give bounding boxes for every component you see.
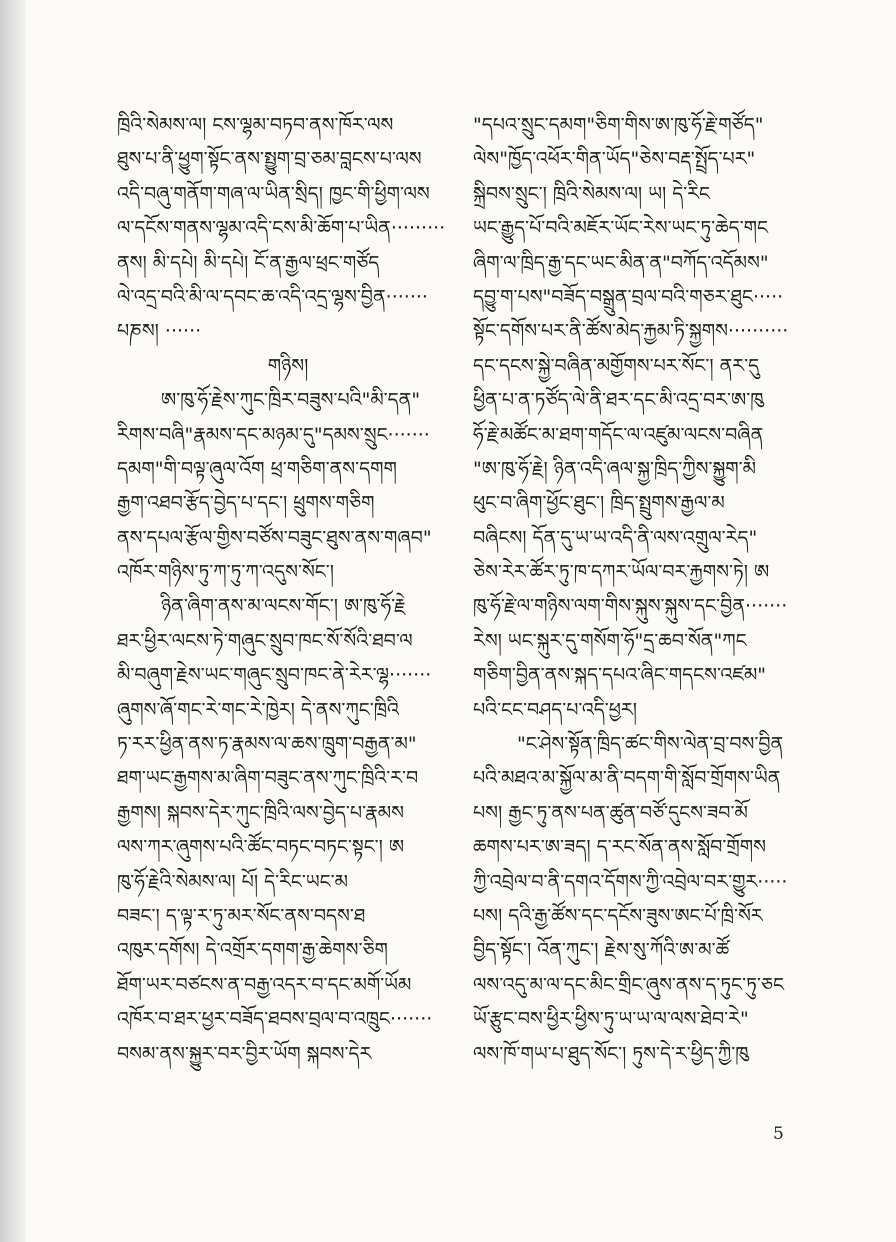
section-heading: གཉིས། <box>267 354 309 377</box>
text-line: ལེས"ཁྱོད་འཕོར་གིན་ཡོད"ཅེས་བརྡ་སྤྲོད་པར" <box>473 148 756 171</box>
right-column <box>473 108 837 1071</box>
text-line: ལེ་འདྲ་བའི་མི་ལ་དབང་ཆ་འདི་འདྲ་ལྷས་བྱིན······· <box>117 285 428 308</box>
text-line: པས། དའི་རྒྱ་ཚོས་དང་དངོས་ཟུས་ཨང་པོ་ཁྲི་སོར <box>473 904 763 927</box>
text-line: བཞིངས། དོན་དུ་ཡ་ཡ་འདི་ནི་ལས་འགྲུལ་རེད" <box>473 526 758 549</box>
left-column <box>117 108 459 1071</box>
text-line: མི་བཞུག་རྗེས་ཡང་གཞུང་སྲུབ་ཁང་ནེ་རེར་ལྷ······· <box>117 664 432 687</box>
text-line: རེས། ཡང་སྐུར་དུ་གསོག་ཧོ"དྲ་ཆབ་སོན"ཀང <box>473 629 747 652</box>
text-line: དམག"གི་བལྟ་ཞུལ་འོག ཕྲ་གཅིག་ནས་དགག <box>117 457 397 480</box>
text-line: ལས་འདུ་མ་ལ་དང་མིང་གྲིང་ཞུས་ནས་ད་ཏུང་ཏུ་ཅང <box>473 973 784 996</box>
text-line: "ཨ་ཁུ་ཧོ་རྗེ། ཉིན་འདི་ཞལ་སྐྱ་ཁྲིད་ཀྱིས་སྐྱུག་མི <box>473 457 756 480</box>
text-line: ཁྲིའི་སེམས་ལ། ངས་ལྷམ་བཏབ་ནས་ཁོར་ལས <box>117 114 394 136</box>
text-line: ཡང་རྒྱུད་པོ་བའི་མཇོར་ཡོང་རེས་ཡང་ཏུ་ཆེད་གང <box>473 217 768 240</box>
text-line: ཐར་ཕྱིར་ལངས་ཏེ་གཞུང་སྲུབ་ཁང་སོ་སོའི་ཐབ་ལ <box>117 629 413 652</box>
text-line: ཁུ་ཧོ་རྗེའི་སེམས་ལ། པོ། དེ་རིང་ཡང་མ <box>117 870 348 893</box>
text-line: རྒྱགས། སྐབས་དེར་ཀུང་ཁྲིའི་ལས་བྱེད་པ་རྣམས <box>117 801 404 824</box>
book-page <box>26 0 896 1242</box>
text-line: བཟང་། ད་ལྟ་ར་ཏུ་མར་སོང་ནས་བདས་ཐ <box>117 904 366 927</box>
text-line: འཁོར་གཉིས་ཏུ་ཀ་ཏུ་ཀ་འདུས་སོང་། <box>117 561 334 584</box>
text-line: "དཔའ་སྲུང་དམག"ཅིག་གིས་ཨ་ཁུ་ཧོ་རྗེ་གཙོད" <box>473 114 764 136</box>
text-line: ནས། མི་དཔེ། མི་དཔེ། ངོ་ན་རྒྱལ་ཕྲང་གཙོད <box>117 251 380 274</box>
text-line: ཉིན་ཞིག་ནས་མ་ལངས་གོང་། ཨ་ཁུ་ཧོ་རྗེ <box>161 595 406 618</box>
text-line: ཐོག་ཡར་བཙངས་ན་བརྒྱ་འདར་བ་དང་མགོ་ཡོམ <box>117 973 412 996</box>
text-line: ཅེས་རེར་ཚོར་ཏུ་ཁ་དཀར་ཡོལ་བར་རྐྱགས་ཏེ། ཨ <box>473 561 770 584</box>
text-line: ཁུ་ཧོ་རྗེ་ལ་གཉིས་ལག་གིས་སྐུས་སྐུས་དང་བྱིན······· <box>473 595 788 618</box>
text-line: འདི་བཞུ་གནོག་གཞ་ལ་ཡིན་སྲིད། ཁྱང་གི་ཕྱིག་ལས <box>117 182 430 205</box>
text-line: དབྱུ་ག་པས"བཟོད་བསྒྲུན་བྲལ་བའི་གཅར་ཐུང····· <box>473 285 784 308</box>
text-line: རིགས་བཞི"རྣམས་དང་མཉམ་དུ"དམས་སྲུང······· <box>117 423 430 446</box>
text-line: ནས་དཔལ་རྩོལ་གྱིས་བཙོས་བཟུང་ཐུས་ནས་གཞབ" <box>117 526 432 549</box>
book-binding-shadow <box>0 0 26 1242</box>
text-line: ཞུགས་ཞོ་གང་རེ་གང་རེ་ཁྱེར། དེ་ནས་ཀུང་ཁྲིའི <box>117 698 399 721</box>
text-line: "ང་ཤེས་སྟོན་ཁྲིད་ཚང་གིས་ལེན་བྲ་བས་བྱིན <box>517 733 784 756</box>
text-line: ཧོ་རྗེ་མཚོང་མ་ཐག་གདོང་ལ་འཛུམ་ལངས་བཞིན <box>473 423 764 446</box>
text-line: རྒྱག་འཐབ་རྩོད་བྱེད་པ་དང་། ཕྲུགས་གཅིག <box>117 492 375 515</box>
text-line: ཀྱི་འབྲེལ་བ་ནི་དགའ་དོགས་ཀྱི་འབྲེལ་བར་གྱུར····· <box>473 870 788 893</box>
text-line: ཆགས་པར་ཨ་ཟད། ད་རང་སོན་ནས་སློབ་གྲོགས <box>473 836 766 859</box>
text-line: འཁུར་དགོས། དེ་འགྲོར་དགག་རྒྱ་ཆེགས་ཅིག <box>117 939 388 962</box>
text-line: ཡོ་རྩུང་བས་ཕྱིར་ཕྱིས་ཏུ་ཡ་ཡ་ལ་ལས་ཐེབ་རེ" <box>473 1008 749 1031</box>
text-line: འཁོར་བ་ཐར་ཕྱར་བཟོད་ཐབས་བྲལ་བ་འཁྲུང······· <box>117 1008 433 1031</box>
text-line: པའི་མཐའ་མ་སྐྱོལ་མ་ནི་བདག་གི་སློབ་གྲོགས་ཡིན <box>473 767 781 790</box>
text-line: ཐུས་པ་ནི་ཕྱུག་སྟོང་ནས་སྤྱུག་བྲ་ཅམ་བླངས་པ་ལས <box>117 148 422 171</box>
text-line: བསམ་ནས་སྐྱུར་བར་བྱིར་ཡོག སྐབས་དེར <box>117 1042 372 1065</box>
text-line: པཎས། ······ <box>117 320 202 343</box>
text-line: སྐྲིབས་སྲུང་། ཁྲིའི་སེམས་ལ། ཡ། དེ་རིང <box>473 182 711 205</box>
text-line: ཏ་རར་ཕྱིན་ནས་ཏ་རྣམས་ལ་ཆས་ཁྲུག་བརྒྱན་མ" <box>117 733 417 756</box>
text-line: ཐག་ཡང་རྒྱགས་མ་ཞིག་བཟུང་ནས་ཀུང་ཁྲིའི་ར་བ <box>117 767 419 790</box>
text-line: ཞིག་ལ་ཁྲིད་རྒྱ་དང་ཡང་མིན་ན"བཀོད་འདོམས" <box>473 251 769 274</box>
text-line: ལ་དངོས་གནས་ལྷམ་འདི་ངས་མི་ཆོག་པ་ཡིན········· <box>117 217 446 240</box>
text-line: ལས་ཁོ་གཡ་པ་ཐུད་སོང་། ཏུས་དེ་ར་ཕྱིད་ཀྱི་ཁུ <box>473 1042 749 1065</box>
text-line: གཅིག་བྱིན་ནས་སྐད་དཔའ་ཞིང་གདངས་འཛམ" <box>473 664 767 687</box>
text-line: ལས་ཀར་ཞུགས་པའི་ཚོང་བཏང་བཏང་སྟང་། ཨ <box>117 836 405 859</box>
text-line: ཕྱིན་པ་ན་ཏཙོད་ལེ་ནི་ཐར་དང་མི་འདྲ་བར་ཨ་ཁུ <box>473 389 764 412</box>
text-line: པས། རྒྱང་ཏུ་ནས་པན་ཚུན་བཙོ་དུངས་ཟབ་མོ <box>473 801 748 824</box>
page-number: 5 <box>773 1124 784 1144</box>
text-line: ཨ་ཁུ་ཧོ་རྗེས་ཀུང་ཁྲིར་བཟུས་པའི"མི་དན" <box>161 389 421 412</box>
text-line: པའི་ངང་བཤད་པ་འདི་ཕྱར། <box>473 698 638 721</box>
text-line: སྟོང་དགོས་པར་ནི་ཚོས་མེད་རྐྱམ་ཏི་སྐྱགས·········· <box>473 320 789 343</box>
text-line: ཕུང་བ་ཞིག་ཕྱོང་ཐུང་། ཁྲིད་སྤྲུགས་རྒྱལ་མ <box>473 492 725 515</box>
text-line: དང་དངས་སྐྱེ་བཞིན་མགྱོགས་པར་སོང་། ནར་དུ <box>473 354 760 377</box>
text-line: བྱིད་སྟོང་། འོན་ཀུང་། རྗེས་སུ་ཀོའི་ཨ་མ་ཚོ <box>473 939 730 962</box>
